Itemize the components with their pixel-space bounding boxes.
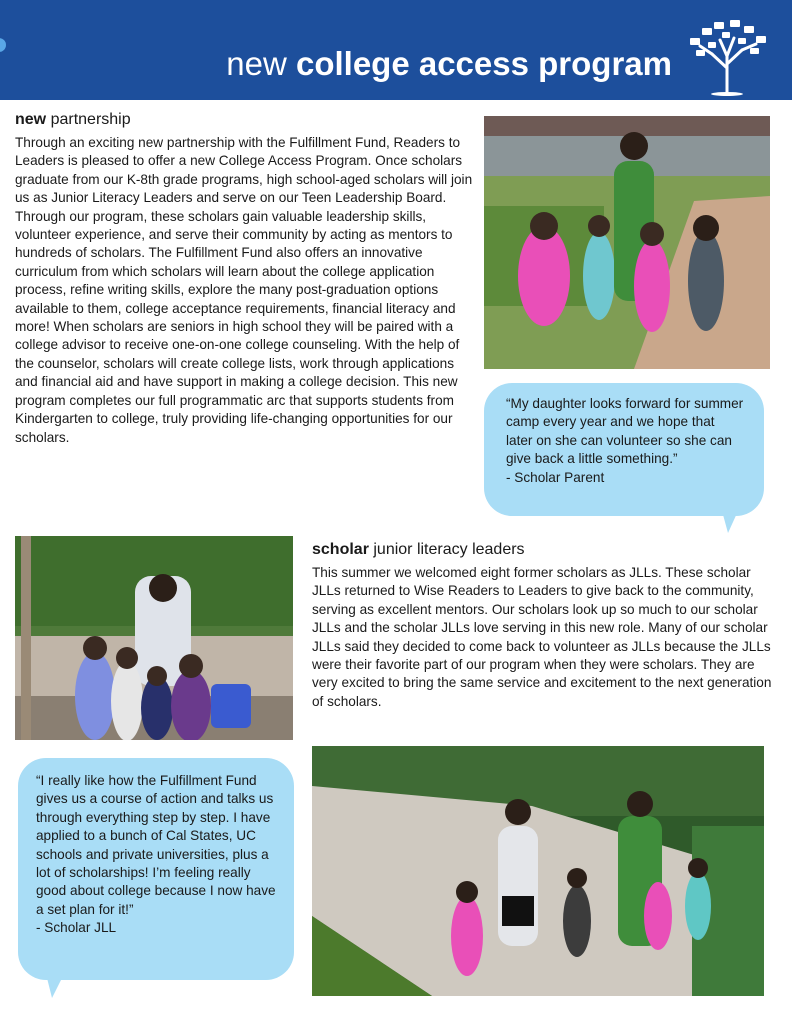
partnership-heading-bold: new	[15, 111, 47, 128]
photo-kids-walking-path	[312, 746, 764, 996]
quote-bubble-parent	[484, 383, 764, 516]
jll-heading-rest: junior literacy leaders	[368, 541, 525, 558]
header-banner	[0, 0, 792, 100]
partnership-heading-rest: partnership	[46, 111, 131, 128]
quote-bubble-jll	[18, 758, 294, 980]
jll-heading-bold: scholar	[312, 541, 369, 558]
photo-kids-by-wall	[15, 536, 293, 740]
quote-parent-tail	[722, 511, 738, 533]
page-title	[226, 44, 672, 84]
page-title-light: new	[226, 45, 287, 82]
quote-parent-text: “My daughter looks forward for summer camp every year and we hope that later on she can volunteer so she can give back a little something.”	[506, 396, 744, 467]
partnership-body: Through an exciting new partnership with the Fulfillment Fund, Readers to Leaders is pleased to offer a new College Access Program. Once scholars graduate from our K-8th grade programs, high school-aged scholars will join us as Junior Literacy Leaders and serve on our Teen Leadership Board. Through our program, these scholars gain valuable leadership skills, volunteer experience, and serve their community by acting as mentors to hundreds of scholars. The Fulfillment Fund also offers an innovative curriculum from which scholars will learn about the college application process, refine writing skills, explore the many post-graduation options available to them, college acceptance requirements, financial literacy and more! When scholars are seniors in high school they will be paired with a college advisor to receive one-on-one college counseling. With the help of the counselor, scholars will create college lists, work through applications and financial aid and have support in making a college decision. This new program completes our full programmatic arc that supports students from Kindergarten to college, truly providing life-changing opportunities for our scholars.	[15, 135, 473, 445]
jll-heading	[312, 540, 525, 560]
photo-kids-by-building	[484, 116, 770, 369]
partnership-heading	[15, 110, 131, 130]
jll-body: This summer we welcomed eight former scholars as JLLs. These scholar JLLs returned to Wise Readers to Leaders to give back to the community, serving as excellent mentors. Our scholars look up so much to our scholar JLLs and the scholar JLLs love serving in this new role. Many of our scholar JLLs said they decided to come back to volunteer as JLLs because the JLLs were their favorite part of our program when they were scholars. They are very excited to bring the same service and excitement to the next generation of scholars.	[312, 565, 772, 709]
accent-dot	[0, 38, 6, 52]
quote-jll-text: “I really like how the Fulfillment Fund gives us a course of action and talks us through everything step by step. I have applied to a bunch of Cal States, UC schools and private universities, plus a lot of scholarships! I’m feeling really good about college because I now have a set plan for it!”	[36, 773, 276, 917]
page-title-bold: college access program	[295, 45, 672, 82]
quote-parent-attribution: - Scholar Parent	[506, 469, 605, 485]
tree-of-books-icon	[682, 16, 772, 96]
quote-jll-tail	[46, 974, 64, 998]
quote-jll-attribution: - Scholar JLL	[36, 920, 117, 936]
